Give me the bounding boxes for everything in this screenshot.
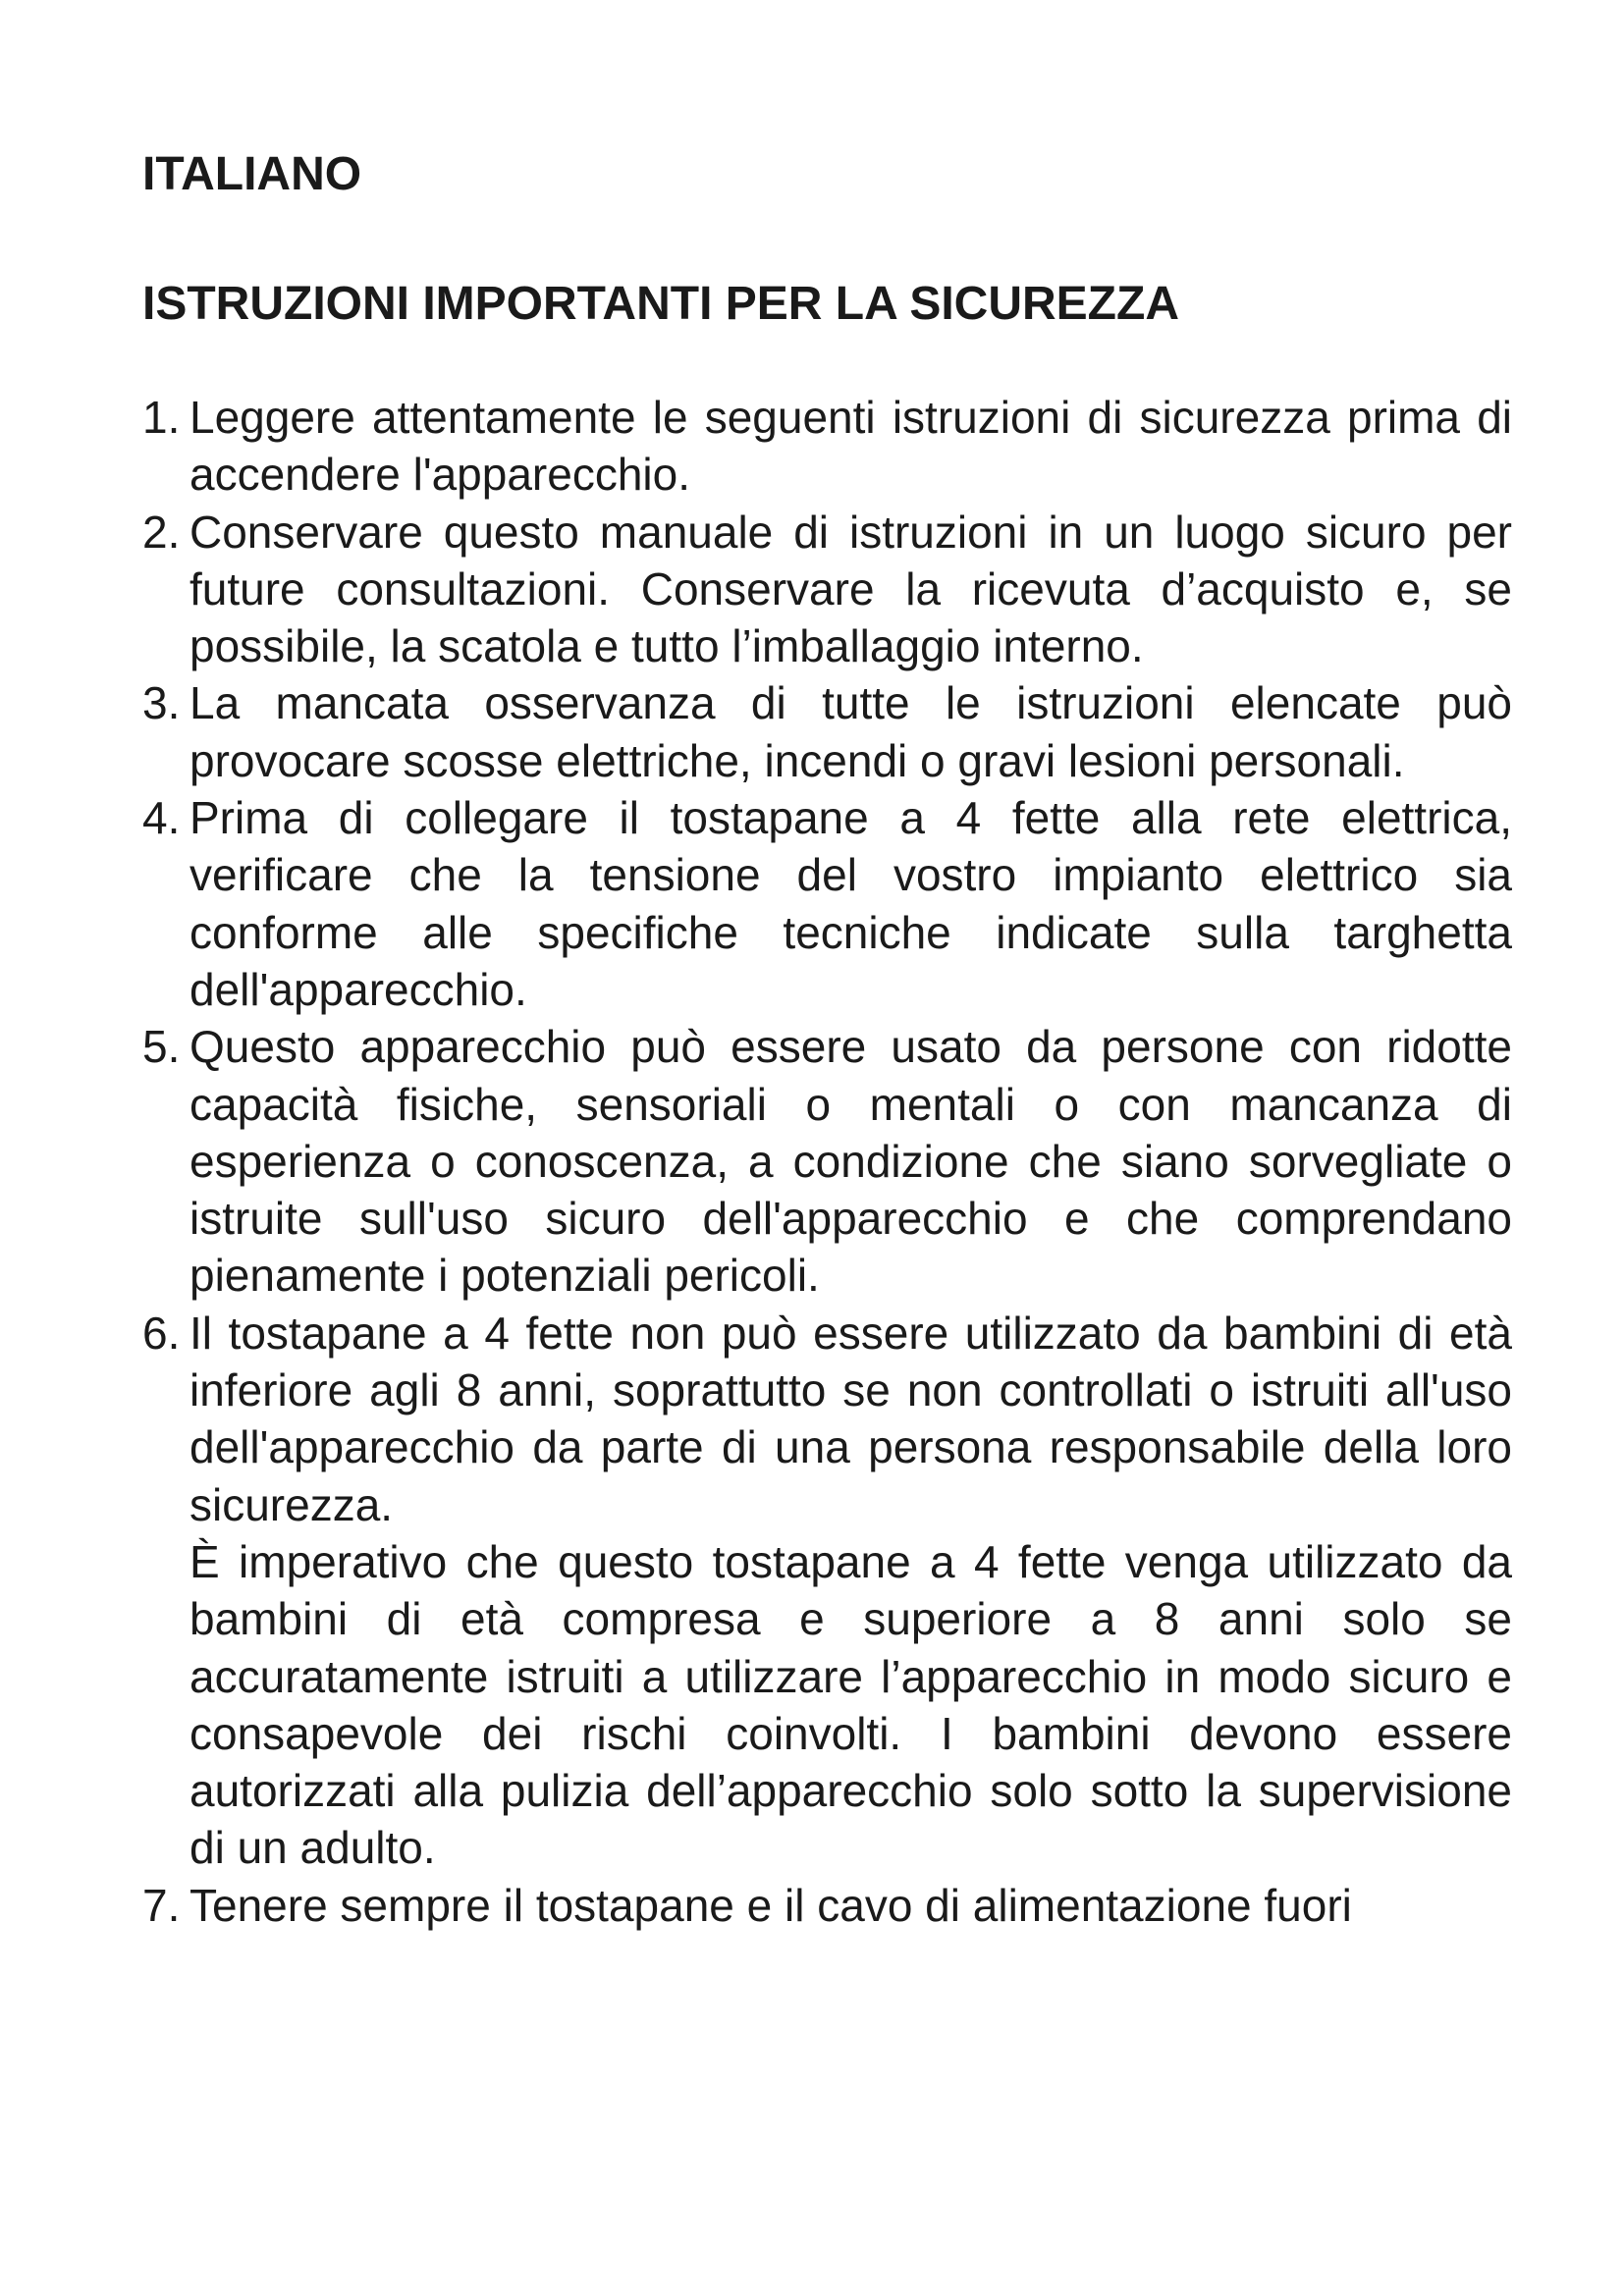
item-number: 3. <box>142 677 181 729</box>
item-text-continued: È imperativo che questo tostapane a 4 fette venga utilizzato da bambini di età compresa e superiore a 8 anni solo se accuratamente istruiti a utilizzare l’apparecchio in modo sicuro e consapevole dei rischi coinvolti. I bambini devono essere autorizzati alla pulizia dell’apparecchio solo sotto la supervisione di un adulto. <box>189 1535 1512 1874</box>
item-text: Leggere attentamente le seguenti istruzioni di sicurezza prima di accendere l'apparecchio. <box>189 392 1512 501</box>
language-heading: ITALIANO <box>142 148 362 200</box>
item-text: La mancata osservanza di tutte le istruzioni elencate può provocare scosse elettriche, incendi o gravi lesioni personali. <box>189 677 1512 786</box>
item-number: 1. <box>142 392 181 443</box>
item-text: Questo apparecchio può essere usato da persone con ridotte capacità fisiche, sensoriali o mentali o con mancanza di esperienza o conoscenza, a condizione che siano sorvegliate o istruite sull'uso sicuro dell'apparecchio e che comprendano pienamente i potenziali pericoli. <box>189 1021 1512 1302</box>
item-text: Il tostapane a 4 fette non può essere utilizzato da bambini di età inferiore agli 8 anni, soprattutto se non controllati o istruiti all'uso dell'apparecchio da parte di una persona responsabile della loro sicurezza. <box>189 1307 1512 1530</box>
item-number: 4. <box>142 792 181 844</box>
item-text: Tenere sempre il tostapane e il cavo di alimentazione fuori <box>189 1879 1352 1931</box>
instruction-item-1 <box>142 389 1512 504</box>
manual-page <box>142 147 1517 1934</box>
item-number: 2. <box>142 506 181 558</box>
instruction-item-6 <box>142 1305 1512 1877</box>
instruction-item-5 <box>142 1018 1512 1304</box>
instruction-item-2 <box>142 504 1512 675</box>
instruction-item-7 <box>142 1877 1512 1934</box>
section-title: ISTRUZIONI IMPORTANTI PER LA SICUREZZA <box>142 278 1179 330</box>
safety-instructions-list <box>142 389 1512 1934</box>
item-text: Conservare questo manuale di istruzioni in un luogo sicuro per future consultazioni. Conservare la ricevuta d’acquisto e, se possibile, la scatola e tutto l’imballaggio interno. <box>189 506 1512 672</box>
instruction-item-3 <box>142 674 1512 789</box>
item-number: 7. <box>142 1879 181 1931</box>
instruction-item-4 <box>142 789 1512 1018</box>
item-number: 5. <box>142 1021 181 1073</box>
item-number: 6. <box>142 1307 181 1359</box>
item-text: Prima di collegare il tostapane a 4 fette alla rete elettrica, verificare che la tensione del vostro impianto elettrico sia conforme alle specifiche tecniche indicate sulla targhetta dell'apparecchio. <box>189 792 1512 1015</box>
